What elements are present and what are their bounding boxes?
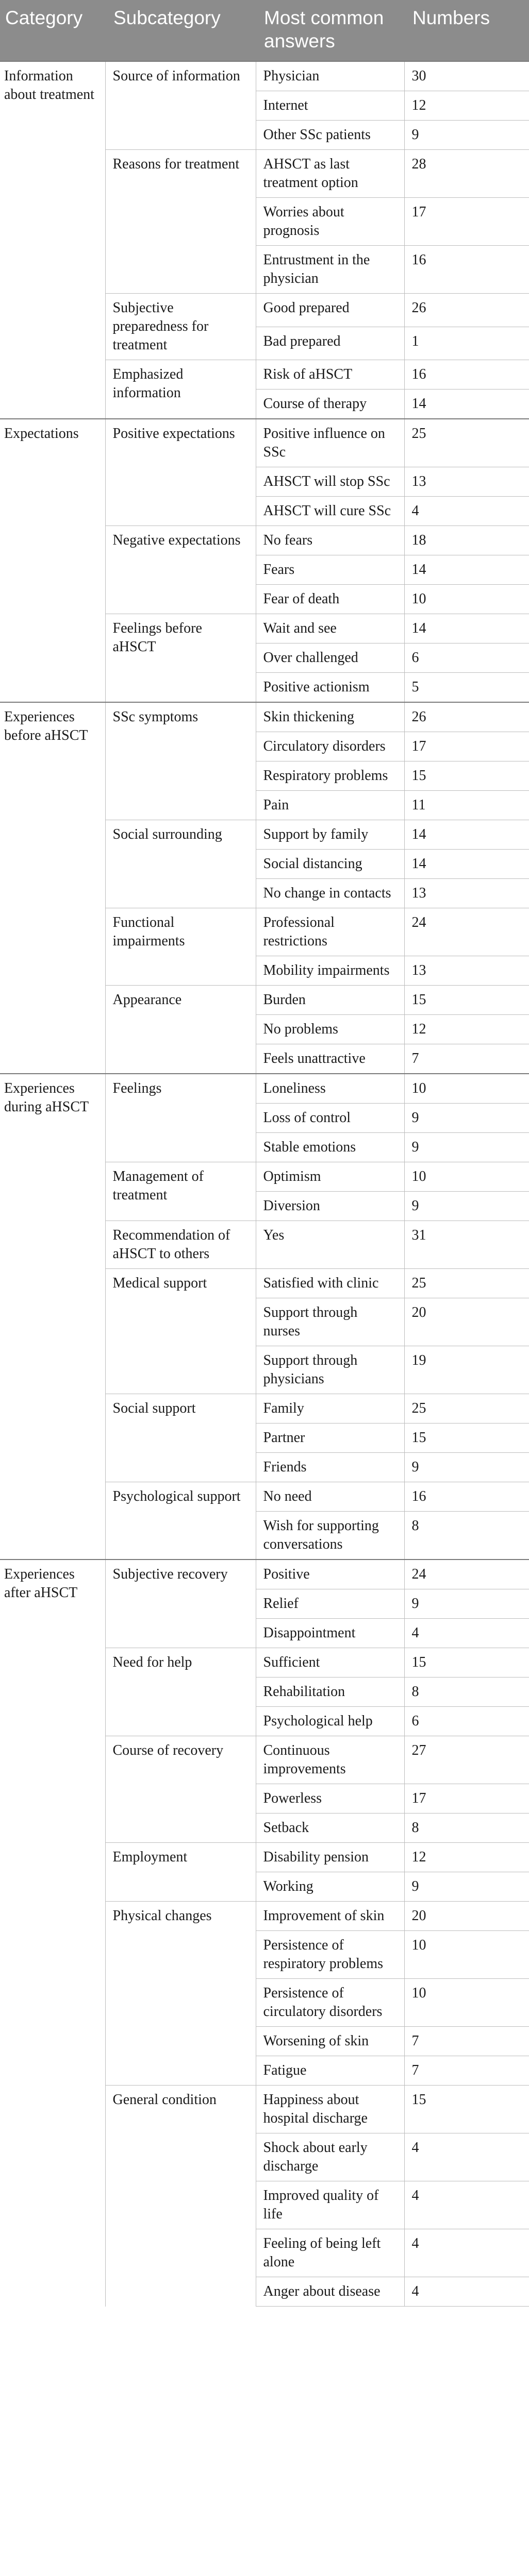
- number-cell: 12: [404, 1843, 529, 1872]
- answer-cell: Fear of death: [256, 585, 404, 614]
- answer-cell: Loss of control: [256, 1104, 404, 1133]
- subcategory-cell: Feelings before aHSCT: [105, 614, 256, 703]
- answer-cell: No change in contacts: [256, 879, 404, 908]
- header-row: [0, 0, 529, 61]
- number-cell: 9: [404, 1589, 529, 1619]
- header-category: Category: [0, 0, 105, 61]
- answer-cell: Optimism: [256, 1162, 404, 1192]
- table-row: [0, 419, 529, 467]
- answer-cell: Skin thickening: [256, 702, 404, 732]
- answer-cell: Working: [256, 1872, 404, 1902]
- number-cell: 7: [404, 2056, 529, 2086]
- number-cell: 31: [404, 1221, 529, 1269]
- answer-cell: Disability pension: [256, 1843, 404, 1872]
- answer-cell: Physician: [256, 61, 404, 91]
- answer-cell: Feeling of being left alone: [256, 2229, 404, 2277]
- subcategory-cell: Subjective recovery: [105, 1560, 256, 1648]
- number-cell: 9: [404, 1453, 529, 1482]
- table-header: [0, 0, 529, 61]
- subcategory-cell: Course of recovery: [105, 1736, 256, 1843]
- number-cell: 4: [404, 1619, 529, 1648]
- number-cell: 17: [404, 732, 529, 761]
- answer-cell: Setback: [256, 1814, 404, 1843]
- number-cell: 4: [404, 2277, 529, 2307]
- number-cell: 8: [404, 1677, 529, 1707]
- subcategory-cell: Negative expectations: [105, 526, 256, 614]
- number-cell: 16: [404, 1482, 529, 1512]
- answer-cell: Burden: [256, 986, 404, 1015]
- header-answers: Most common answers: [256, 0, 404, 61]
- number-cell: 30: [404, 61, 529, 91]
- answer-cell: Anger about disease: [256, 2277, 404, 2307]
- answer-cell: Respiratory problems: [256, 761, 404, 791]
- number-cell: 26: [404, 294, 529, 327]
- number-cell: 20: [404, 1298, 529, 1346]
- number-cell: 25: [404, 1394, 529, 1423]
- answer-cell: No need: [256, 1482, 404, 1512]
- number-cell: 10: [404, 1162, 529, 1192]
- answer-cell: Family: [256, 1394, 404, 1423]
- number-cell: 12: [404, 1015, 529, 1044]
- answer-cell: Friends: [256, 1453, 404, 1482]
- number-cell: 9: [404, 1133, 529, 1162]
- answer-cell: Pain: [256, 791, 404, 820]
- answer-cell: Rehabilitation: [256, 1677, 404, 1707]
- answer-cell: Diversion: [256, 1192, 404, 1221]
- number-cell: 9: [404, 121, 529, 150]
- number-cell: 5: [404, 673, 529, 703]
- number-cell: 13: [404, 956, 529, 986]
- number-cell: 10: [404, 585, 529, 614]
- answer-cell: Yes: [256, 1221, 404, 1269]
- table-row: [0, 702, 529, 732]
- answer-cell: Course of therapy: [256, 389, 404, 419]
- subcategory-cell: Medical support: [105, 1269, 256, 1394]
- answer-cell: No fears: [256, 526, 404, 555]
- answer-cell: Disappointment: [256, 1619, 404, 1648]
- number-cell: 26: [404, 702, 529, 732]
- answer-cell: Feels unattractive: [256, 1044, 404, 1074]
- answer-cell: Relief: [256, 1589, 404, 1619]
- subcategory-cell: Recommendation of aHSCT to others: [105, 1221, 256, 1269]
- number-cell: 6: [404, 643, 529, 673]
- answer-cell: Partner: [256, 1423, 404, 1453]
- category-cell: Experiences before aHSCT: [0, 702, 105, 1074]
- number-cell: 15: [404, 761, 529, 791]
- category-cell: Information about treatment: [0, 61, 105, 419]
- number-cell: 17: [404, 198, 529, 246]
- number-cell: 13: [404, 879, 529, 908]
- number-cell: 4: [404, 2181, 529, 2229]
- subcategory-cell: Social support: [105, 1394, 256, 1482]
- answer-cell: AHSCT will stop SSc: [256, 467, 404, 497]
- subcategory-cell: Emphasized information: [105, 360, 256, 419]
- number-cell: 18: [404, 526, 529, 555]
- category-cell: Expectations: [0, 419, 105, 702]
- number-cell: 14: [404, 614, 529, 643]
- table-row: [0, 1074, 529, 1104]
- number-cell: 17: [404, 1784, 529, 1814]
- table-body: [0, 61, 529, 2307]
- number-cell: 16: [404, 246, 529, 294]
- subcategory-cell: Need for help: [105, 1648, 256, 1736]
- number-cell: 10: [404, 1979, 529, 2027]
- number-cell: 1: [404, 327, 529, 360]
- number-cell: 25: [404, 419, 529, 467]
- number-cell: 4: [404, 497, 529, 526]
- subcategory-cell: Management of treatment: [105, 1162, 256, 1221]
- number-cell: 16: [404, 360, 529, 389]
- answer-cell: Psychological help: [256, 1707, 404, 1736]
- subcategory-cell: Source of information: [105, 61, 256, 150]
- answer-cell: Wish for supporting conversations: [256, 1512, 404, 1560]
- number-cell: 28: [404, 150, 529, 198]
- answer-cell: Positive actionism: [256, 673, 404, 703]
- number-cell: 11: [404, 791, 529, 820]
- number-cell: 24: [404, 1560, 529, 1589]
- answer-cell: AHSCT as last treatment option: [256, 150, 404, 198]
- category-cell: Experiences after aHSCT: [0, 1560, 105, 2307]
- number-cell: 9: [404, 1192, 529, 1221]
- answer-cell: Improvement of skin: [256, 1902, 404, 1931]
- answer-cell: No problems: [256, 1015, 404, 1044]
- answer-cell: Social distancing: [256, 850, 404, 879]
- answer-cell: Powerless: [256, 1784, 404, 1814]
- answer-cell: Wait and see: [256, 614, 404, 643]
- header-numbers: Numbers: [404, 0, 529, 61]
- answer-cell: Worsening of skin: [256, 2027, 404, 2056]
- number-cell: 15: [404, 1648, 529, 1677]
- subcategory-cell: Social surrounding: [105, 820, 256, 908]
- number-cell: 12: [404, 91, 529, 121]
- number-cell: 27: [404, 1736, 529, 1784]
- answer-cell: Happiness about hospital discharge: [256, 2086, 404, 2133]
- answer-cell: Risk of aHSCT: [256, 360, 404, 389]
- number-cell: 14: [404, 389, 529, 419]
- answer-cell: Worries about prognosis: [256, 198, 404, 246]
- answer-cell: Support by family: [256, 820, 404, 850]
- number-cell: 8: [404, 1512, 529, 1560]
- number-cell: 14: [404, 820, 529, 850]
- answer-cell: Professional restrictions: [256, 908, 404, 956]
- answer-cell: Persistence of circulatory disorders: [256, 1979, 404, 2027]
- number-cell: 4: [404, 2229, 529, 2277]
- header-subcategory: Subcategory: [105, 0, 256, 61]
- subcategory-cell: Appearance: [105, 986, 256, 1074]
- number-cell: 15: [404, 1423, 529, 1453]
- subcategory-cell: Employment: [105, 1843, 256, 1902]
- answer-cell: Good prepared: [256, 294, 404, 327]
- number-cell: 19: [404, 1346, 529, 1394]
- subcategory-cell: Reasons for treatment: [105, 150, 256, 294]
- number-cell: 6: [404, 1707, 529, 1736]
- number-cell: 15: [404, 986, 529, 1015]
- answer-cell: Stable emotions: [256, 1133, 404, 1162]
- number-cell: 9: [404, 1104, 529, 1133]
- number-cell: 9: [404, 1872, 529, 1902]
- number-cell: 7: [404, 2027, 529, 2056]
- number-cell: 8: [404, 1814, 529, 1843]
- number-cell: 7: [404, 1044, 529, 1074]
- subcategory-cell: Positive expectations: [105, 419, 256, 526]
- answer-cell: Bad prepared: [256, 327, 404, 360]
- answer-cell: Support through nurses: [256, 1298, 404, 1346]
- answer-cell: Over challenged: [256, 643, 404, 673]
- answer-cell: AHSCT will cure SSc: [256, 497, 404, 526]
- subcategory-cell: General condition: [105, 2086, 256, 2307]
- subcategory-cell: Subjective preparedness for treatment: [105, 294, 256, 360]
- answer-cell: Positive: [256, 1560, 404, 1589]
- answer-cell: Improved quality of life: [256, 2181, 404, 2229]
- answer-cell: Entrustment in the physician: [256, 246, 404, 294]
- subcategory-cell: Psychological support: [105, 1482, 256, 1560]
- table-row: [0, 61, 529, 91]
- answer-cell: Sufficient: [256, 1648, 404, 1677]
- subcategory-cell: Functional impairments: [105, 908, 256, 986]
- answer-cell: Loneliness: [256, 1074, 404, 1104]
- number-cell: 14: [404, 850, 529, 879]
- answer-cell: Internet: [256, 91, 404, 121]
- subcategory-cell: Physical changes: [105, 1902, 256, 2086]
- number-cell: 20: [404, 1902, 529, 1931]
- subcategory-cell: Feelings: [105, 1074, 256, 1162]
- number-cell: 4: [404, 2133, 529, 2181]
- answer-cell: Circulatory disorders: [256, 732, 404, 761]
- number-cell: 14: [404, 555, 529, 585]
- number-cell: 15: [404, 2086, 529, 2133]
- number-cell: 10: [404, 1931, 529, 1979]
- subcategory-cell: SSc symptoms: [105, 702, 256, 820]
- answer-cell: Other SSc patients: [256, 121, 404, 150]
- answer-cell: Satisfied with clinic: [256, 1269, 404, 1298]
- answer-cell: Continuous improvements: [256, 1736, 404, 1784]
- number-cell: 25: [404, 1269, 529, 1298]
- number-cell: 13: [404, 467, 529, 497]
- table-row: [0, 1560, 529, 1589]
- answer-cell: Fears: [256, 555, 404, 585]
- answer-cell: Fatigue: [256, 2056, 404, 2086]
- answer-cell: Persistence of respiratory problems: [256, 1931, 404, 1979]
- answer-cell: Support through physicians: [256, 1346, 404, 1394]
- number-cell: 24: [404, 908, 529, 956]
- answer-cell: Mobility impairments: [256, 956, 404, 986]
- number-cell: 10: [404, 1074, 529, 1104]
- answer-cell: Positive influence on SSc: [256, 419, 404, 467]
- category-cell: Experiences during aHSCT: [0, 1074, 105, 1560]
- answer-cell: Shock about early discharge: [256, 2133, 404, 2181]
